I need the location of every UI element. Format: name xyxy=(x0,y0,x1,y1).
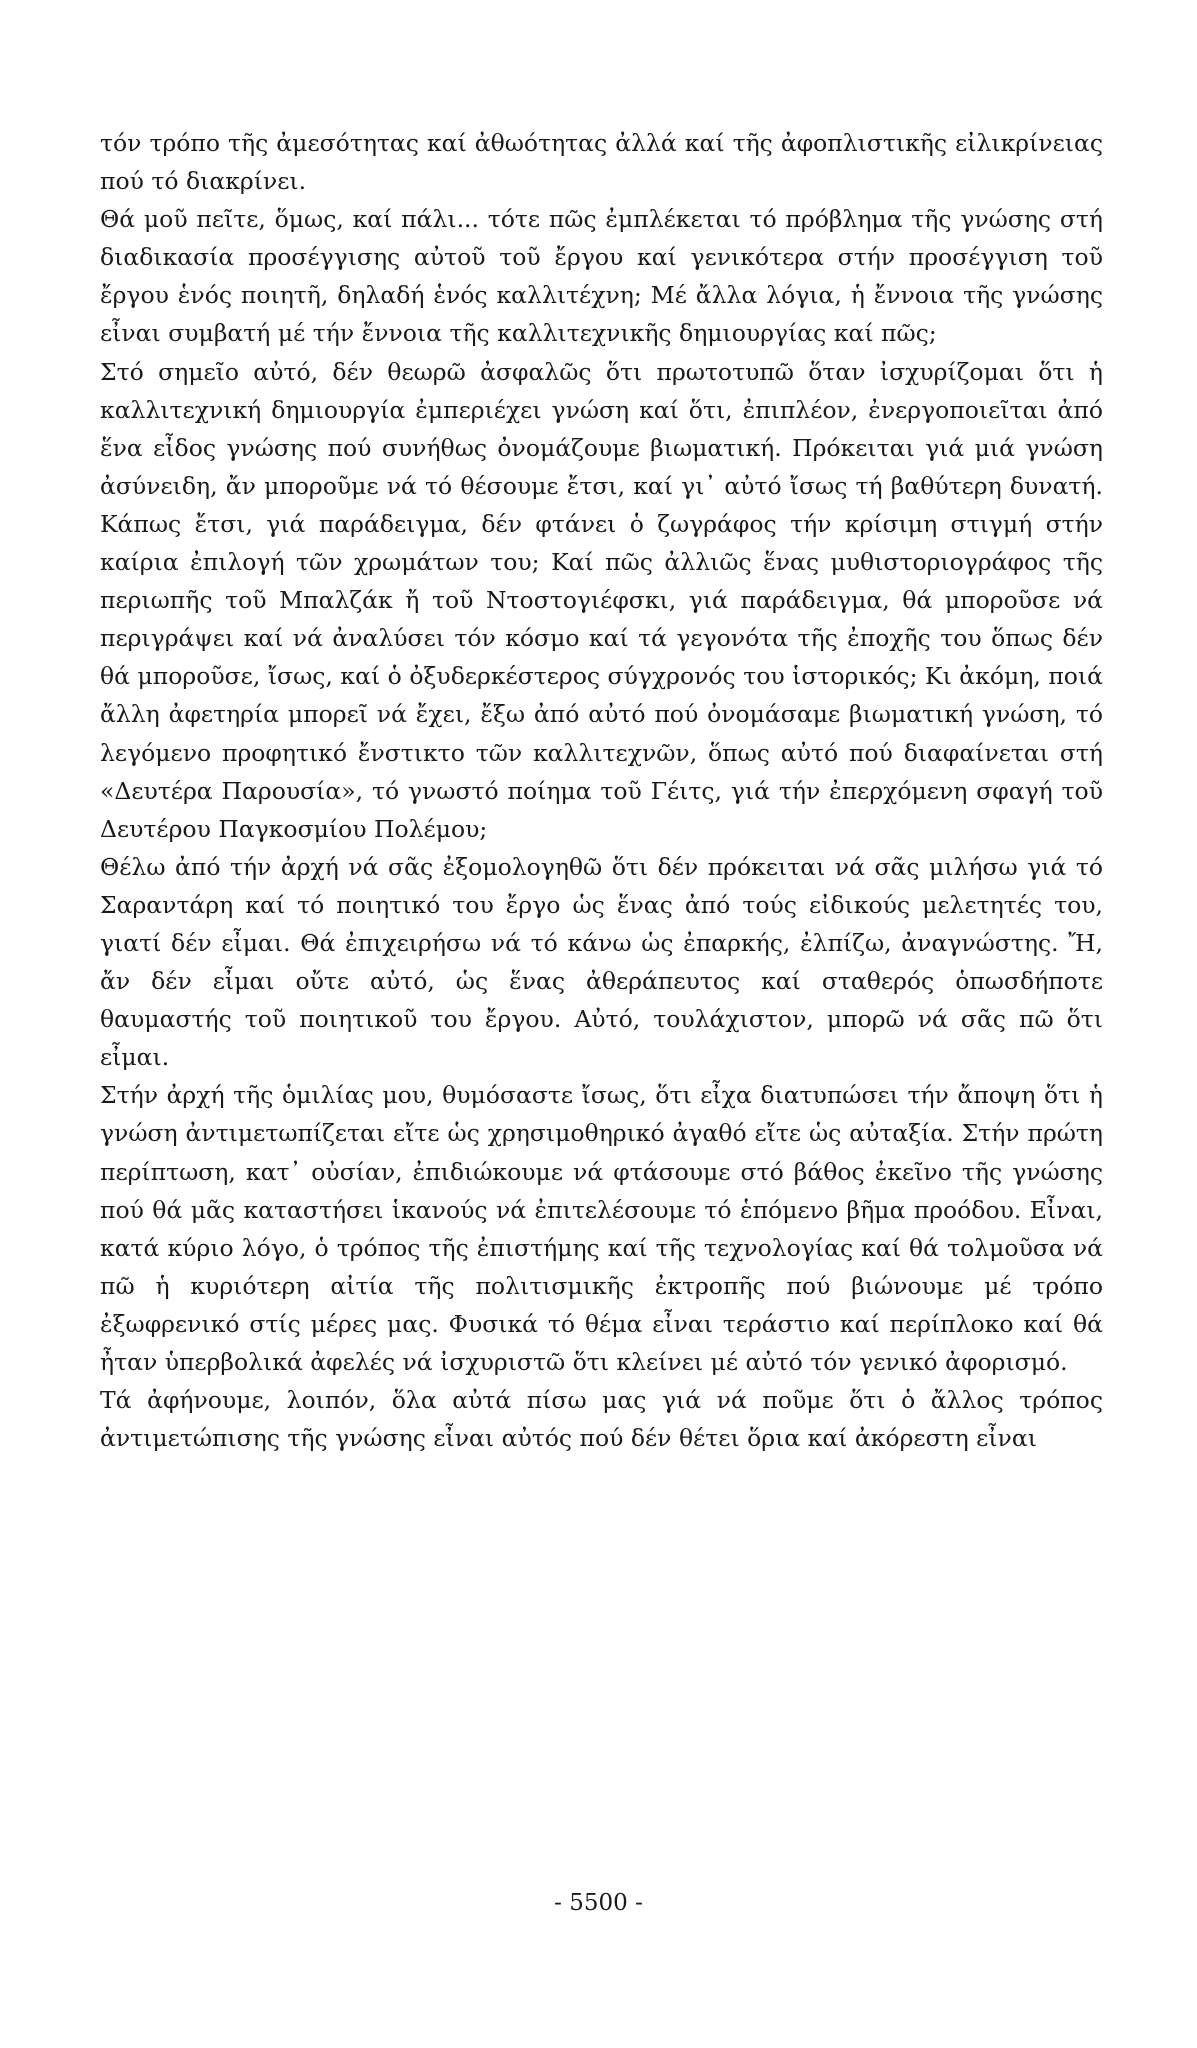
paragraph-5: Στήν ἀρχή τῆς ὁμιλίας μου, θυμόσαστε ἴσως, ὅτι εἶχα διατυπώσει τήν ἄποψη ὅτι ἡ γνώση ἀντιμετωπίζεται εἴτε ὡς χρησιμοθηρικό ἀγαθό εἴτε ὡς αὐταξία. Στήν πρώτη περίπτωση, κατ᾽ οὐσίαν, ἐπιδιώκουμε νά φτάσουμε στό βάθος ἐκεῖνο τῆς γνώσης πού θά μᾶς καταστήσει ἱκανούς νά ἐπιτελέσουμε τό ἑπόμενο βῆμα προόδου. Εἶναι, κατά κύριο λόγο, ὁ τρόπος τῆς ἐπιστήμης καί τῆς τεχνολογίας καί θά τολμοῦσα νά πῶ ἡ κυριότερη αἰτία τῆς πολιτισμικῆς ἐκτροπῆς πού βιώνουμε μέ τρόπο ἐξωφρενικό στίς μέρες μας. Φυσικά τό θέμα εἶναι τεράστιο καί περίπλοκο καί θά ἦταν ὑπερβολικά ἀφελές νά ἰσχυριστῶ ὅτι κλείνει μέ αὐτό τόν γενικό ἀφορισμό. xyxy=(100,1081,1103,1376)
paragraph-6: Τά ἀφήνουμε, λοιπόν, ὅλα αὐτά πίσω μας γιά νά ποῦμε ὅτι ὁ ἄλλος τρόπος ἀντιμετώπισης τῆς γνώσης εἶναι αὐτός πού δέν θέτει ὅρια καί ἀκόρεστη εἶναι xyxy=(100,1386,1103,1453)
paragraph-1: τόν τρόπο τῆς ἀμεσότητας καί ἀθωότητας ἀλλά καί τῆς ἀφοπλιστικῆς εἰλικρίνειας πού τό διακρίνει. xyxy=(100,129,1103,196)
page-number: - 5500 - xyxy=(554,1890,643,1916)
paragraph-3: Στό σημεῖο αὐτό, δέν θεωρῶ ἀσφαλῶς ὅτι πρωτοτυπῶ ὅταν ἰσχυρίζομαι ὅτι ἡ καλλιτεχνική δημιουργία ἐμπεριέχει γνώση καί ὅτι, ἐπιπλέον, ἐνεργοποιεῖται ἀπό ἕνα εἶδος γνώσης πού συνήθως ὀνομάζουμε βιωματική. Πρόκειται γιά μιά γνώση ἀσύνειδη, ἄν μποροῦμε νά τό θέσουμε ἔτσι, καί γι᾽ αὐτό ἴσως τή βαθύτερη δυνατή. Κάπως ἔτσι, γιά παράδειγμα, δέν φτάνει ὁ ζωγράφος τήν κρίσιμη στιγμή στήν καίρια ἐπιλογή τῶν χρωμάτων του; Καί πῶς ἀλλιῶς ἕνας μυθιστοριογράφος τῆς περιωπῆς τοῦ Μπαλζάκ ἤ τοῦ Ντοστογιέφσκι, γιά παράδειγμα, θά μποροῦσε νά περιγράψει καί νά ἀναλύσει τόν κόσμο καί τά γεγονότα τῆς ἐποχῆς του ὅπως δέν θά μποροῦσε, ἴσως, καί ὁ ὀξυδερκέστερος σύγχρονός του ἱστορικός; Κι ἀκόμη, ποιά ἄλλη ἀφετηρία μπορεῖ νά ἔχει, ἔξω ἀπό αὐτό πού ὀνομάσαμε βιωματική γνώση, τό λεγόμενο προφητικό ἔνστικτο τῶν καλλιτεχνῶν, ὅπως αὐτό πού διαφαίνεται στή «Δευτέρα Παρουσία», τό γνωστό ποίημα τοῦ Γέιτς, γιά τήν ἐπερχόμενη σφαγή τοῦ Δευτέρου Παγκοσμίου Πολέμου; xyxy=(100,357,1103,843)
paragraph-4: Θέλω ἀπό τήν ἀρχή νά σᾶς ἐξομολογηθῶ ὅτι δέν πρόκειται νά σᾶς μιλήσω γιά τό Σαραντάρη καί τό ποιητικό του ἔργο ὡς ἕνας ἀπό τούς εἰδικούς μελετητές του, γιατί δέν εἶμαι. Θά ἐπιχειρήσω νά τό κάνω ὡς ἐπαρκής, ἐλπίζω, ἀναγνώστης. Ἤ, ἄν δέν εἶμαι οὔτε αὐτό, ὡς ἕνας ἀθεράπευτος καί σταθερός ὁπωσδήποτε θαυμαστής τοῦ ποιητικοῦ του ἔργου. Αὐτό, τουλάχιστον, μπορῶ νά σᾶς πῶ ὅτι εἶμαι. xyxy=(100,852,1103,1072)
paragraph-2: Θά μοῦ πεῖτε, ὅμως, καί πάλι... τότε πῶς ἐμπλέκεται τό πρόβλημα τῆς γνώσης στή διαδικασία προσέγγισης αὐτοῦ τοῦ ἔργου καί γενικότερα στήν προσέγγιση τοῦ ἔργου ἑνός ποιητῆ, δηλαδή ἑνός καλλιτέχνη; Μέ ἄλλα λόγια, ἡ ἔννοια τῆς γνώσης εἶναι συμβατή μέ τήν ἔννοια τῆς καλλιτεχνικῆς δημιουργίας καί πῶς; xyxy=(100,205,1103,348)
body-text xyxy=(100,124,1103,1457)
